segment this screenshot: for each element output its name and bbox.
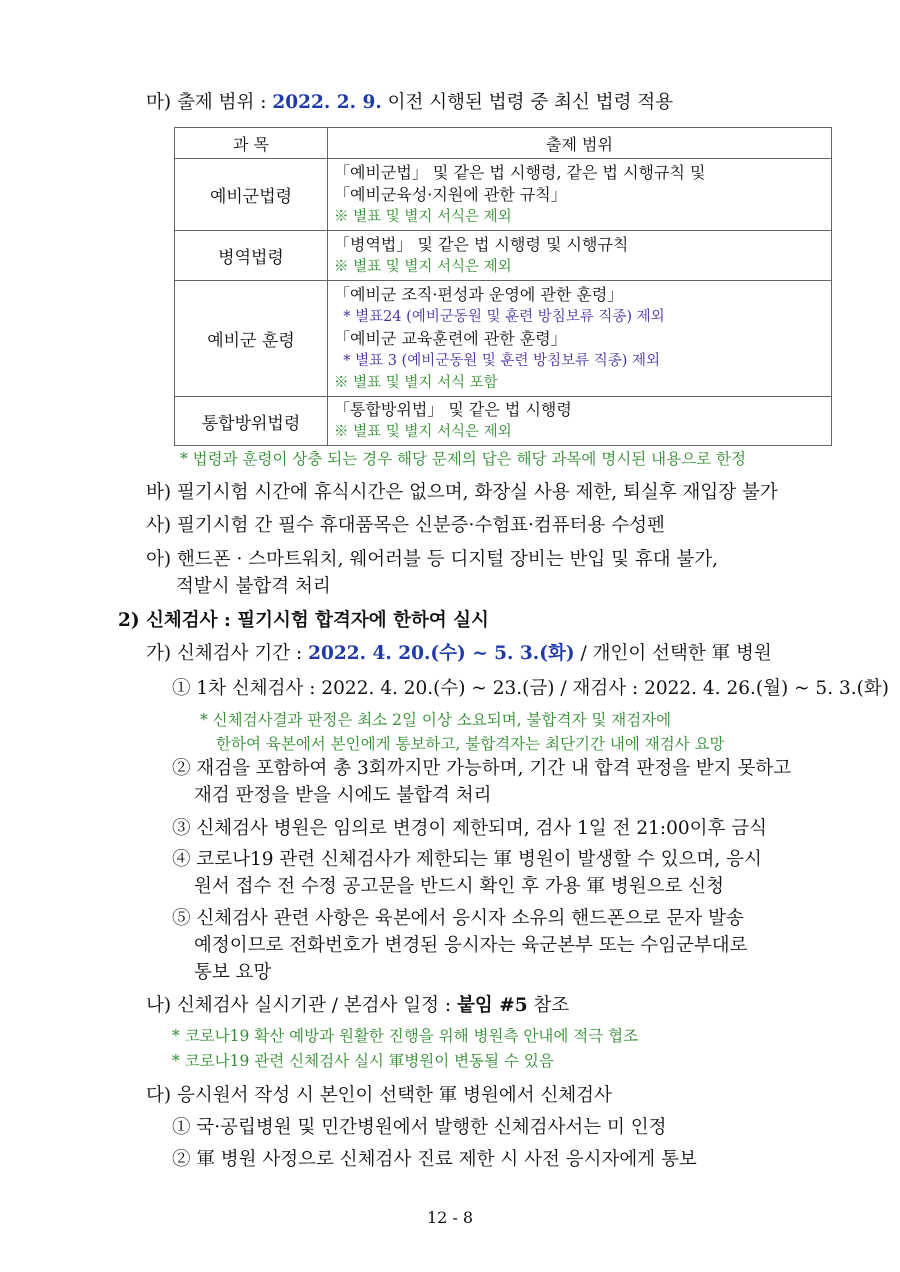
table-row: [175, 231, 832, 281]
section2-heading: 2) 신체검사 : 필기시험 합격자에 한하여 실시: [118, 610, 489, 631]
range-note: ※ 별표 및 별지 서식은 제외: [334, 208, 512, 225]
range-line: 「예비군육성·지원에 관한 규칙」: [334, 184, 567, 204]
table-note: * 법령과 훈령이 상충 되는 경우 해당 문제의 답은 해당 과목에 명시된 내용으로 한정: [180, 450, 746, 468]
ga-period: 2022. 4. 20.(수) ~ 5. 3.(화): [308, 643, 575, 664]
table-header-row: [175, 128, 832, 159]
range-cell: [328, 231, 832, 281]
section-a-line2: 적발시 불합격 처리: [176, 576, 331, 597]
ga-item-4-line1: ④ 코로나19 관련 신체검사가 제한되는 軍 병원이 발생할 수 있으며, 응시: [172, 849, 762, 870]
section-na: [146, 993, 569, 1019]
ga-item-1: ① 1차 신체검사 : 2022. 4. 20.(수) ~ 23.(금) / 재검사 : 2022. 4. 26.(월) ~ 5. 3.(화): [172, 678, 889, 699]
section-ba: 바) 필기시험 시간에 휴식시간은 없으며, 화장실 사용 제한, 퇴실후 재입장 불가: [146, 482, 778, 503]
ma-prefix: 마) 출제 범위 :: [146, 92, 273, 113]
header-range: 출제 범위: [328, 128, 832, 159]
ga-item-5-line3: 통보 요망: [194, 962, 272, 983]
page-number: 12 - 8: [426, 1208, 474, 1227]
range-line: 「통합방위법」 및 같은 법 시행령: [334, 400, 572, 419]
na-prefix: 나) 신체검사 실시기관 / 본검사 일정 :: [146, 995, 458, 1016]
ga-suffix: / 개인이 선택한 軍 병원: [574, 643, 772, 664]
section-ma: [146, 90, 673, 116]
ga-item-5-line2: 예정이므로 전화번호가 변경된 응시자는 육군본부 또는 수임군부대로: [194, 935, 748, 956]
na-ref: 붙임 #5: [457, 995, 528, 1016]
ma-date: 2022. 2. 9.: [272, 92, 382, 113]
section-sa: 사) 필기시험 간 필수 휴대품목은 신분증·수험표·컴퓨터용 수성펜: [146, 515, 665, 536]
range-note: * 별표 3 (예비군동원 및 훈련 방침보류 직종) 제외: [334, 352, 661, 369]
da-item-1: ① 국·공립병원 및 민간병원에서 발행한 신체검사서는 미 인정: [172, 1117, 667, 1138]
range-note: ※ 별표 및 별지 서식은 제외: [334, 258, 512, 275]
na-suffix: 참조: [527, 995, 570, 1016]
ga-prefix: 가) 신체검사 기간 :: [146, 643, 309, 664]
ga-item-3: ③ 신체검사 병원은 임의로 변경이 제한되며, 검사 1일 전 21:00이후 금식: [172, 818, 768, 839]
section-ga: [146, 641, 772, 667]
range-note: * 별표24 (예비군동원 및 훈련 방침보류 직종) 제외: [334, 308, 665, 325]
da-item-2: ② 軍 병원 사정으로 신체검사 진료 제한 시 사전 응시자에게 통보: [172, 1149, 697, 1170]
header-subject: 과 목: [175, 128, 328, 159]
ga-note-line1: * 신체검사결과 판정은 최소 2일 이상 소요되며, 불합격자 및 재검자에: [200, 711, 672, 729]
ga-item-4-line2: 원서 접수 전 수정 공고문을 반드시 확인 후 가용 軍 병원으로 신청: [194, 876, 724, 897]
table-row: [175, 397, 832, 446]
range-note: ※ 별표 및 별지 서식은 제외: [334, 424, 512, 440]
na-note-2: * 코로나19 관련 신체검사 실시 軍병원이 변동될 수 있음: [172, 1052, 554, 1070]
section-da: 다) 응시원서 작성 시 본인이 선택한 軍 병원에서 신체검사: [146, 1085, 612, 1106]
range-cell: [328, 281, 832, 397]
range-note: ※ 별표 및 별지 서식 포함: [334, 374, 498, 391]
subject-cell: 예비군법령: [175, 159, 328, 231]
table-row: [175, 281, 832, 397]
ma-suffix: 이전 시행된 법령 중 최신 법령 적용: [381, 92, 674, 113]
range-cell: [328, 397, 832, 446]
na-note-1: * 코로나19 확산 예방과 원활한 진행을 위해 병원측 안내에 적극 협조: [172, 1027, 639, 1045]
ga-item-2-line2: 재검 판정을 받을 시에도 불합격 처리: [194, 785, 492, 806]
ga-item-5-line1: ⑤ 신체검사 관련 사항은 육본에서 응시자 소유의 핸드폰으로 문자 발송: [172, 908, 744, 929]
subject-cell: 병역법령: [175, 231, 328, 281]
exam-range-table: [174, 127, 832, 446]
table-row: [175, 159, 832, 231]
section-a-line1: 아) 핸드폰 · 스마트워치, 웨어러블 등 디지털 장비는 반입 및 휴대 불가,: [146, 549, 719, 570]
subject-cell: 통합방위법령: [175, 397, 328, 446]
range-line: 「예비군 조직·편성과 운영에 관한 훈령」: [334, 284, 624, 304]
ga-note-line2: 한하여 육본에서 본인에게 통보하고, 불합격자는 최단기간 내에 재검사 요망: [216, 735, 725, 753]
range-line: 「예비군법」 및 같은 법 시행령, 같은 법 시행규칙 및: [334, 162, 706, 182]
ga-item-2-line1: ② 재검을 포함하여 총 3회까지만 가능하며, 기간 내 합격 판정을 받지 못하고: [172, 758, 792, 779]
range-cell: [328, 159, 832, 231]
range-line: 「병역법」 및 같은 법 시행령 및 시행규칙: [334, 234, 629, 254]
subject-cell: 예비군 훈령: [175, 281, 328, 397]
range-line: 「예비군 교육훈련에 관한 훈령」: [334, 328, 567, 348]
